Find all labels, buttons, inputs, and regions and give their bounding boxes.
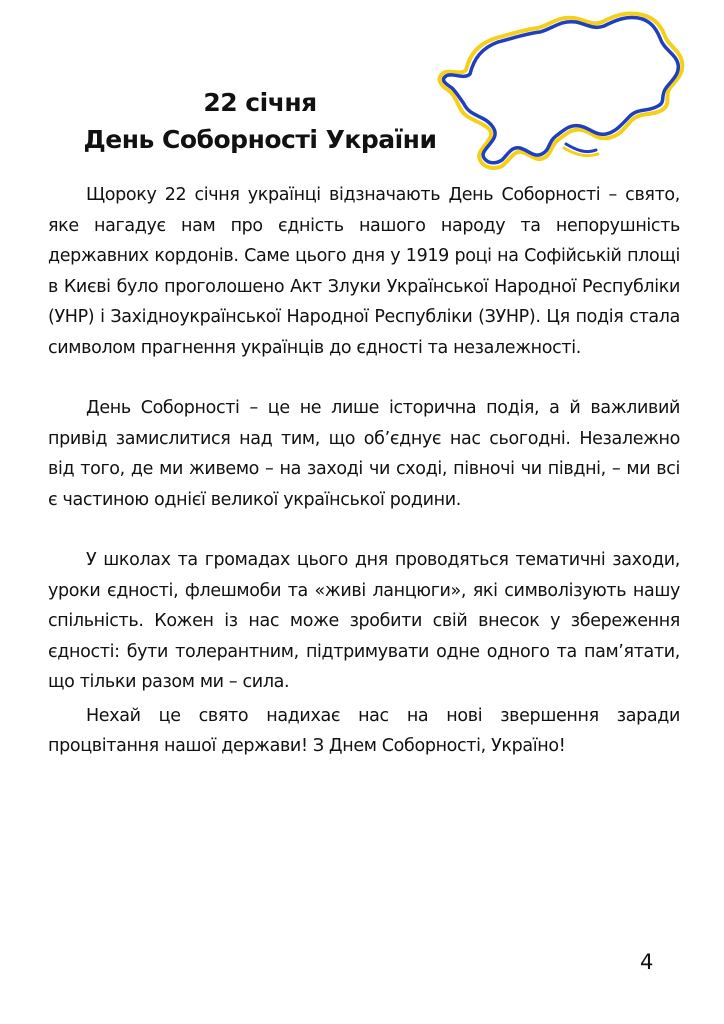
map-outline-yellow: [440, 13, 683, 168]
map-outline-blue: [444, 17, 679, 162]
ukraine-map-outline-illustration: [426, 4, 690, 176]
title-date: 22 січня: [203, 88, 317, 117]
paragraph-1: Щороку 22 січня українці відзначають День Соборності – свято, яке нагадує нам про єдність нашого народу та непорушність державних кордонів. Саме цього дня у 1919 році на Софійській площі в Києві було проголошено Акт Злуки Української Народної Республіки (УНР) і Західноукраїнської Народної Республіки (ЗУНР). Ця подія стала символом прагнення українців до єдності та незалежності.: [48, 185, 680, 358]
paragraph-4: Нехай це свято надихає нас на нові звершення заради процвітання нашої держави! З Днем Соборності, Україно!: [48, 705, 680, 756]
page-number: 4: [640, 950, 654, 974]
paragraph-3: У школах та громадах цього дня проводяться тематичні заходи, уроки єдності, флешмоби та «живі ланцюги», які символізують нашу спільність. Кожен із нас може зробити свій внесок у збереження єдності: бути толерантним, підтримувати одне одного та пам’ятати, що тільки разом ми – сила.: [48, 550, 680, 692]
title-holiday-name: День Соборності України: [83, 125, 437, 154]
paragraph-2: День Соборності – це не лише історична подія, а й важливий привід замислитися над тим, що об’єднує нас сьогодні. Незалежно від того, де ми живемо – на заході чи сході, півночі чи півдні, – ми всі є частиною однієї великої української родини.: [48, 398, 680, 510]
article-body: [48, 180, 680, 762]
page-title: [60, 84, 460, 158]
